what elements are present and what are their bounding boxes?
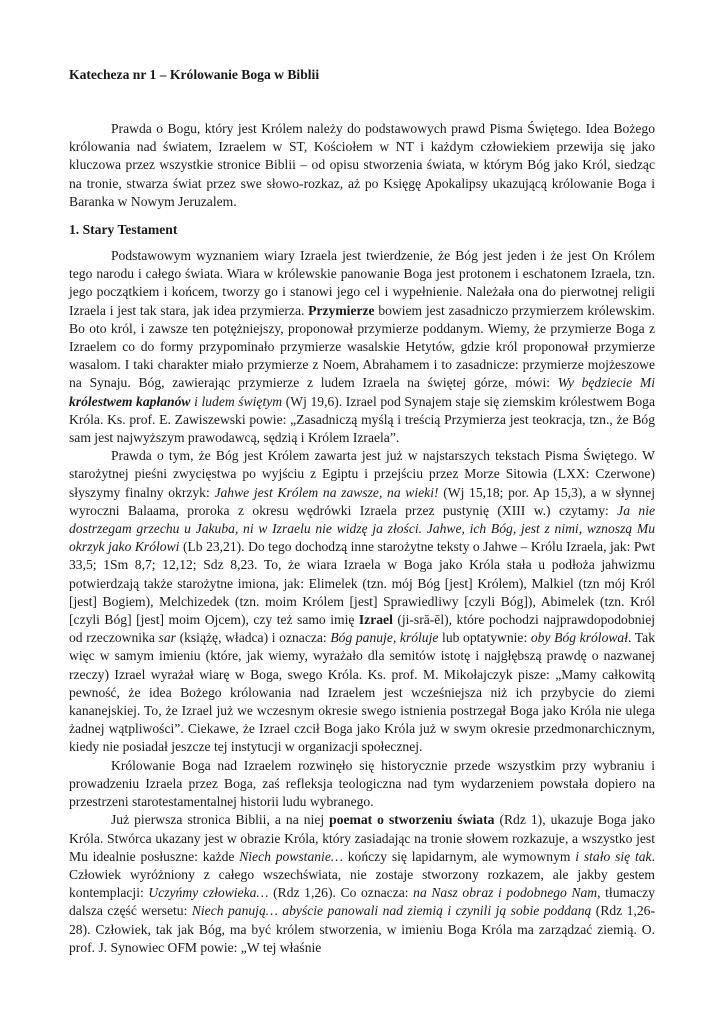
text-run: (Rdz 1,26-28). Człowiek, tak jak Bóg, ma być królem stworzenia, w imieniu Boga Króla ma zarządzać ziemią. O. prof. J. Synowiec OFM powie: „W tej właśnie	[69, 903, 655, 955]
italic-run: Jahwe jest Królem na zawsze, na wieki!	[214, 484, 439, 500]
text-run: Już pierwsza stronica Biblii, a na niej	[111, 812, 330, 828]
text-run: (Rdz 1), ukazuje Boga jako Króla. Stwórca ukazany jest w obrazie Króla, który zasiadając na tronie słowem rozkazuje, a wszystko jest Mu idealnie posłuszne: każde	[69, 812, 655, 864]
text-run: (Rdz 1,26). Co oznacza:	[268, 885, 414, 901]
text-run: (ji-srā-ēl), które pochodzi najprawdopodobniej od rzeczownika	[69, 612, 656, 646]
text-run: bowiem jest zasadniczo przymierzem królewskim. Bo oto król, i zawsze ten potężniejszy, proponował przymierze poddanym. Wiemy, że przymierze Boga z Izraelem co do formy przypominało przymierze wasalskie Hetytów, gdzie król proponował przymierze wasalom. I taki charakter miało przymierze z Noem, Abrahamem i to zasadnicze: przymierze mojżeszowe na Synaju. Bóg, zawierając przymierze z ludem Izraela na świętej górze, mówi:	[69, 302, 655, 391]
text-run: lub optatywnie:	[438, 630, 531, 646]
bold-run: Izrael	[358, 612, 393, 628]
bold-italic-run: królestwem kapłanów	[69, 393, 191, 409]
italic-run: Ja nie dostrzegam grzechu u Jakuba, ni w Izraelu nie widzę ja złości. Jahwe, ich Bóg, jest z nimi, wznoszą Mu okrzyk jako Królowi	[69, 502, 655, 555]
italic-run: i stało się tak	[575, 848, 652, 864]
italic-run: Niech panują… abyście panowali nad ziemią i czynili ją sobie poddaną	[191, 903, 592, 919]
italic-run: Wy będziecie Mi	[557, 375, 656, 391]
intro-paragraph: Prawda o Bogu, który jest Królem należy do podstawowych prawd Pisma Świętego. Idea Bożego królowania nad światem, Izraelem w ST, Kościołem w NT i każdym człowiekiem przewija się jako kluczowa przez wszystkie stronice Biblii – od opisu stworzenia świata, w którym Bóg jako Król, siedząc na tronie, stwarza świat przez swe słowo-rozkaz, aż po Księgę Apokalipsy ukazującą królowanie Boga i Baranka w Nowym Jeruzalem.	[69, 121, 655, 209]
italic-run: na Nasz obraz i podobnego Nam	[413, 885, 598, 901]
italic-run: Uczyńmy człowieka…	[148, 885, 269, 901]
text-run: Prawda o tym, że Bóg jest Królem zawarta jest już w najstarszych tekstach Pisma Świętego. W starożytnej pieśni zwycięstwa po wyjściu z Egiptu i przejściu przez Morze Sitowia (LXX: Czerwone) słyszymy finalny okrzyk:	[69, 448, 655, 500]
italic-run: oby Bóg królował	[530, 630, 629, 646]
body-block	[69, 247, 655, 957]
paragraph-covenant	[69, 247, 655, 447]
text-run: Podstawowym wyznaniem wiary Izraela jest twierdzenie, że Bóg jest jeden i że jest On Królem tego narodu i całego świata. Wiara w królewskie panowanie Boga jest protonem i eschatonem Izraela, tzn. jego początkiem i końcem, tworzy go i stanowi jego cel i wypełnienie. Należała ona do pierwotnej religii Izraela i jest tak stara, jak idea przymierza.	[69, 248, 655, 318]
intro-block	[69, 120, 655, 211]
text-run: (Lb 23,21). Do tego dochodzą inne starożytne teksty o Jahwe – Królu Izraela, jak: Pwt 33,5; 1Sm 8,7; 12,12; Sdz 8,23. To, że wiara Izraela w Boga jako Króla stała u podłoża jahwizmu potwierdzają także starożytne imiona, jak: Elimelek (tzn. mój Bóg [jest] Królem), Malkiel (tzn mój Król [jest] Bogiem), Melchizedek (tzn. moim Królem [jest] Sprawiedliwy [czyli Bóg]), Abimelek (tzn. Król [czyli Bóg] [jest] moim Ojcem), czy też samo imię	[69, 539, 655, 628]
text-run: . Tak więc w samym imieniu (które, jak wiemy, wyrażało dla semitów istotę i najgłębszą prawdę o nazwanej rzeczy) Izrael wyrażał wiarę w Boga, swego Króla. Ks. prof. M. Mikołajczyk pisze: „Mamy całkowitą pewność, że idea Bożego królowania nad Izraelem jest wcześniejsza niż ich przybycie do ziemi kananejskiej. To, że Izrael już we wczesnym okresie swego istnienia postrzegał Boga jako Króla nie ulega żadnej wątpliwości”. Ciekawe, że Izrael czcił Boga jako Króla już w swym okresie przedmonarchicznym, kiedy nie posiadał jeszcze tej instytucji w organizacji społecznej.	[69, 630, 655, 755]
text-run: (Wj 15,18; por. Ap 15,3), a w słynnej wyroczni Balaama, proroka z okresu wędrówki Izraela przez pustynię (XIII w.) czytamy:	[69, 484, 655, 518]
paragraph-oldest-texts	[69, 447, 655, 756]
italic-run: sar	[158, 630, 176, 646]
text-run: kończy się lapidarnym, ale wymownym	[342, 848, 576, 864]
text-run: , tłumaczy dalsza część wersetu:	[69, 885, 655, 919]
text-run: (Wj 19,6). Izrael pod Synajem staje się ziemskim królestwem Boga Króla. Ks. prof. E. Zawiszewski powie: „Zasadniczą myślą i treścią Przymierza jest teokracja, tzn., że Bóg sam jest najwyższym prawodawcą, sędzią i Królem Izraela”.	[69, 393, 655, 446]
document-title: Katecheza nr 1 – Królowanie Boga w Biblii	[69, 67, 320, 82]
paragraph-history: Królowanie Boga nad Izraelem rozwinęło się historycznie przede wszystkim przy wybraniu i prowadzeniu Izraela przez Boga, zaś refleksja teologiczna nad tym wydarzeniem powstała dopiero na przestrzeni starotestamentalnej historii ludu wybranego.	[69, 757, 655, 810]
text-run: . Człowiek wyróżniony z całego wszechświata, nie zostaje stworzony rozkazem, ale jakby gestem kontemplacji:	[69, 848, 655, 901]
text-run: (książę, władca) i oznacza:	[175, 630, 331, 646]
italic-run: i ludem świętym	[190, 393, 283, 409]
italic-run: Niech powstanie…	[239, 848, 343, 864]
italic-run: Bóg panuje, króluje	[330, 630, 439, 646]
paragraph-creation	[69, 811, 655, 957]
bold-run: poemat o stworzeniu świata	[329, 812, 495, 828]
section-heading: 1. Stary Testament	[69, 222, 178, 237]
bold-run: Przymierze	[308, 302, 375, 318]
